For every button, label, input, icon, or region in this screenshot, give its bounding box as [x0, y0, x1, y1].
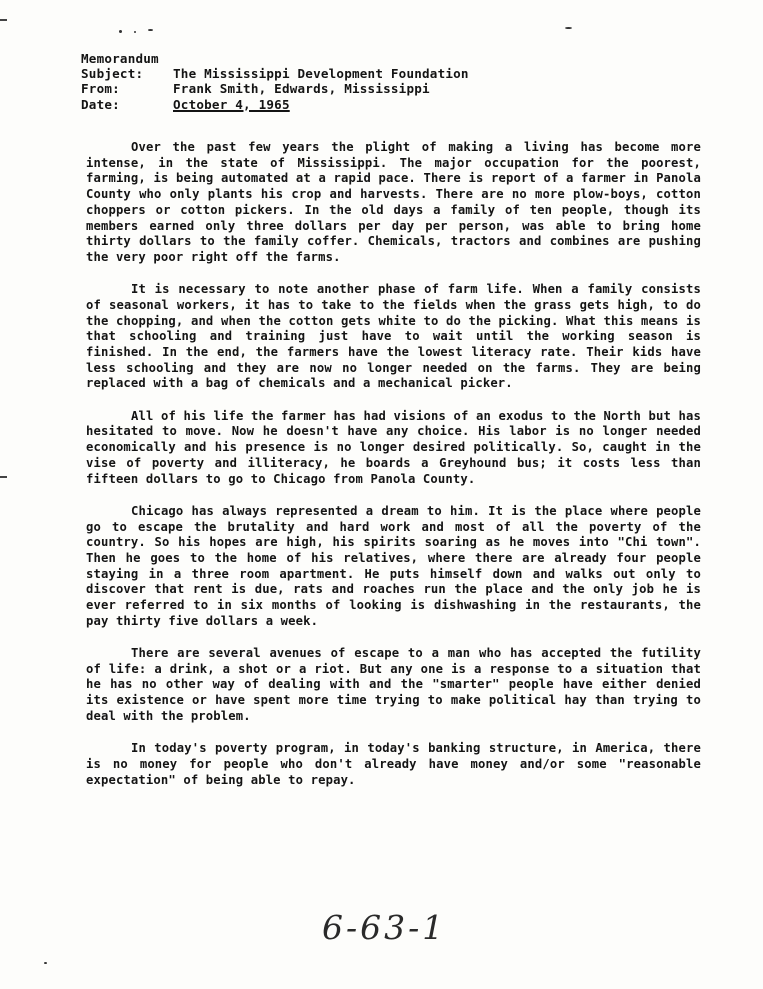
scan-speck: [44, 962, 47, 964]
subject-label: Subject:: [81, 66, 144, 82]
memo-title-row: [81, 51, 469, 66]
body-paragraph: There are several avenues of escape to a man who has accepted the futility of life: a drink, a shot or a riot. But any one is a response to a situation that he has no other way of dealing with and the "smarter" people have either denied its existence or have spent more time trying to make political hay than trying to deal with the problem.: [86, 646, 701, 723]
memo-from-row: [81, 81, 469, 96]
memo-date-row: [81, 97, 469, 112]
scan-speck: [119, 30, 122, 33]
subject-value: The Mississippi Development Foundation: [173, 66, 469, 82]
memo-header: [81, 51, 469, 112]
scan-edge-mark: [0, 19, 7, 21]
date-label: Date:: [81, 96, 120, 112]
body-paragraph: Over the past few years the plight of making a living has become more intense, in the state of Mississippi. The major occupation for the poorest, farming, is being automated at a rapid pace. There is report of a farmer in Panola County who only plants his crop and harvests. There are no more plow-boys, cotton choppers or cotton pickers. In the old days a family of ten people, though its members earned only three dollars per day per person, was able to bring home thirty dollars to the family coffer. Chemicals, tractors and combines are pushing the very poor right off the farms.: [86, 140, 701, 264]
scan-speck: [565, 27, 572, 29]
body-paragraph: It is necessary to note another phase of farm life. When a family consists of seasonal workers, it has to take to the fields when the grass gets high, to do the chopping, and when the cotton gets white to do the picking. What this means is that schooling and training just have to wait until the working season is finished. In the end, the farmers have the lowest literacy rate. Their kids have less schooling and they are now no longer needed on the farms. They are being replaced with a bag of chemicals and a mechanical picker.: [86, 282, 701, 391]
scan-speck: [134, 31, 136, 33]
body-paragraph: All of his life the farmer has had visions of an exodus to the North but has hesitated to move. Now he doesn't have any choice. His labor is no longer needed economically and his presence is no longer desired politically. So, caught in the vise of poverty and illiteracy, he boards a Greyhound bus; it costs less than fifteen dollars to go to Chicago from Panola County.: [86, 408, 701, 486]
from-value: Frank Smith, Edwards, Mississippi: [173, 81, 430, 97]
date-value: October 4, 1965: [173, 96, 290, 112]
from-label: From:: [81, 81, 120, 97]
memo-title: Memorandum: [81, 51, 159, 66]
memo-subject-row: [81, 66, 469, 81]
body-paragraph: In today's poverty program, in today's banking structure, in America, there is no money for people who don't already have money and/or some "reasonable expectation" of being able to repay.: [86, 741, 701, 787]
handwritten-page-number: 6-63-1: [322, 908, 447, 947]
scan-speck: [148, 29, 153, 31]
body-paragraph: Chicago has always represented a dream to him. It is the place where people go to escape the brutality and hard work and most of all the poverty of the country. So his hopes are high, his spirits soaring as he moves into "Chi town". Then he goes to the home of his relatives, where there are already four people staying in a three room apartment. He puts himself down and walks out only to discover that rent is due, rats and roaches run the place and the only job he is ever referred to in six months of looking is dishwashing in the restaurants, the pay thirty five dollars a week.: [86, 503, 701, 628]
memo-body: [86, 140, 701, 805]
scan-edge-mark: [0, 476, 7, 478]
